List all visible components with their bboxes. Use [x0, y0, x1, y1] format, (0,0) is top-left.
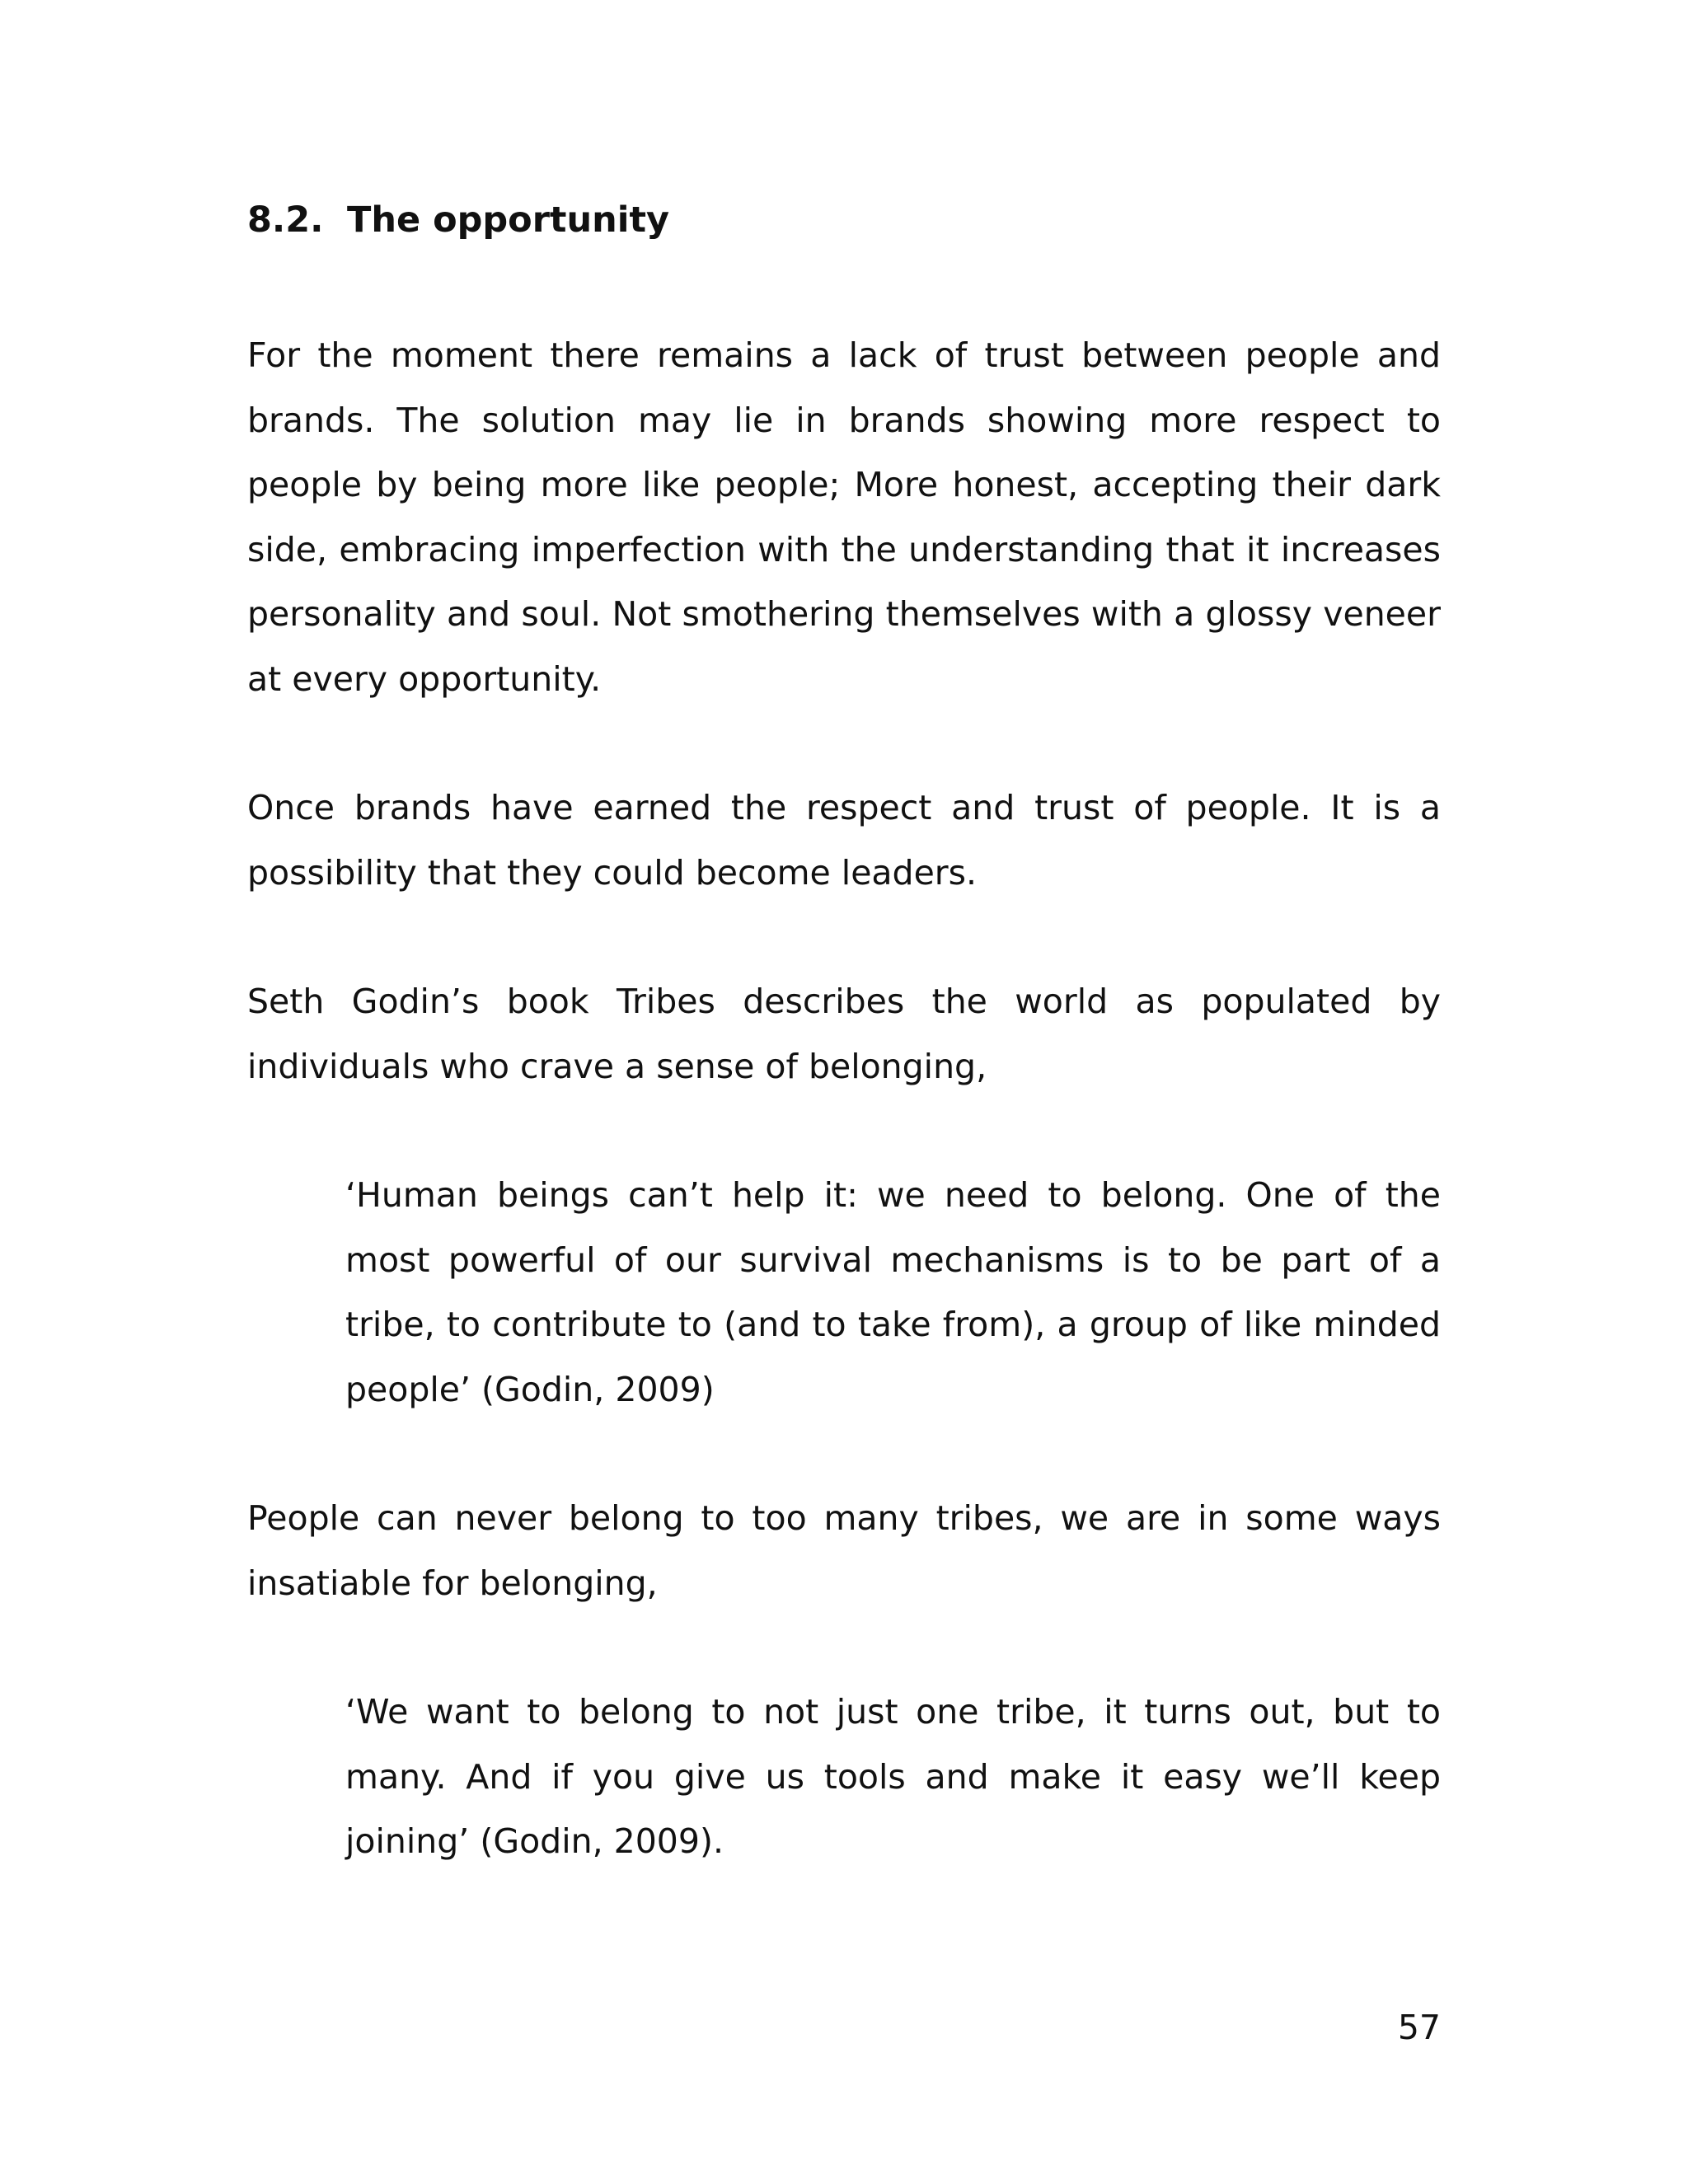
section-number: 8.2. — [247, 199, 324, 241]
block-quote-many: ‘We want to belong to not just one tribe, it turns out, but to many. And if you give us tools and make it easy we’ll keep joining’ (Godin, 2009). — [345, 1692, 1441, 1861]
block-quote-belong: ‘Human beings can’t help it: we need to belong. One of the most powerful of our survival mechanisms is to be part of a tribe, to contribute to (and to take from), a group of like minded people’ (Godin, 2009) — [345, 1175, 1441, 1409]
paragraph-trust: For the moment there remains a lack of trust between people and brands. The solution may lie in brands showing more respect to people by being more like people; More honest, accepting their dark side, embracing imperfection with the understanding that it increases personality and soul. Not smothering themselves with a glossy veneer at every opportunity. — [247, 335, 1441, 699]
paragraph-many-tribes: People can never belong to too many tribes, we are in some ways insatiable for belonging, — [247, 1498, 1441, 1603]
section-heading — [247, 191, 1441, 249]
page-number: 57 — [1397, 2008, 1441, 2047]
paragraph-leaders: Once brands have earned the respect and trust of people. It is a possibility that they could become leaders. — [247, 788, 1441, 893]
section-title: The opportunity — [347, 199, 670, 241]
page-content — [247, 191, 1441, 1938]
paragraph-tribes-intro: Seth Godin’s book Tribes describes the world as populated by individuals who crave a sense of belonging, — [247, 982, 1441, 1086]
